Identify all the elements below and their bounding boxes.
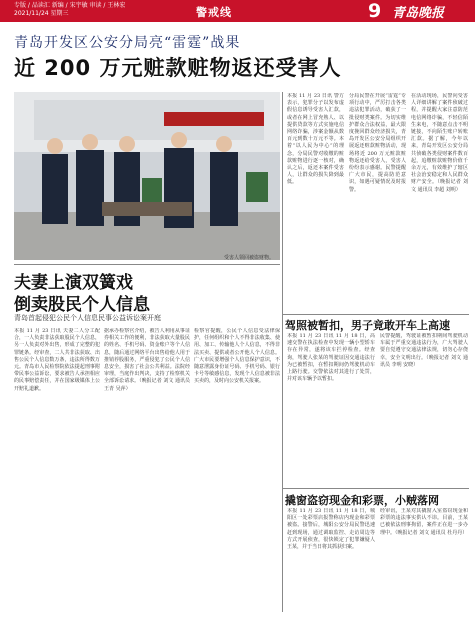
lead-photo: [14, 92, 280, 260]
story3-headline: 驾照被暂扣，男子竟敢开车上高速: [285, 319, 450, 332]
divider: [283, 488, 469, 489]
story4-headline: 撬窗盗窃现金和彩票，小贼落网: [285, 494, 439, 507]
story2-headline-line1: 夫妻上演双簧戏: [14, 273, 133, 293]
lead-column-3: 在活动现场，民警向受害人详细讲解了案件侦破过程，并提醒大家注意防范电信网络诈骗，不轻信陌生来电，不随意点击不明链接，不向陌生账户转账汇款。据了解，今年以来，青岛开发区公安分局共侦破各类侵财案件数百起，追缴赃款赃物价值千余万元，有效维护了辖区社会治安稳定和人民群众财产安全。（晚报记者 刘文 通讯员 李超 刘明）: [411, 93, 468, 193]
page-header-bar: [0, 0, 475, 22]
story2-subheadline: 青岛首起侵犯公民个人信息民事公益诉讼案开庭: [14, 314, 161, 322]
column-divider: [282, 92, 283, 612]
lead-headline: 近 200 万元赃款赃物返还受害人: [14, 56, 342, 80]
story2-column-2: 据承办检察官介绍，被告人利用从事证券相关工作的便利，非法获取大量股民的姓名、手机号码、资金账户等个人信息，随后通过网络平台出售给他人用于推销荐股服务，严重侵犯了公民个人信息安全，损害了社会公共利益。法院经审理，当庭作出判决，支持了检察机关全部诉讼请求。（晚报记者 刘文 通讯员 王青 吴萍）: [104, 328, 190, 392]
photo-illustration: [14, 92, 280, 260]
lead-column-1: 本报 11 月 23 日讯 警方表示，犯罪分子以发布虚假信息诱导受害人汇款，或者在网上冒充熟人、以提供贷款等方式实施电信网络诈骗，涉案金额从数百元到数十万元不等。本着“以人民为中心”的理念，分局民警对收缴的赃款赃物进行逐一核对，确认之后，返还本案件受害人，让群众的损失降到最低。: [287, 93, 344, 186]
story4-column-1: 本报 11 月 23 日讯 11 月 18 日，城阳区一处彩票店报警称店内现金和彩票被盗。接警后，城阳公安分局民警迅速赶到现场，通过调取监控、走访周边等方式开展侦查，很快锁定了犯罪嫌疑人王某，并于当日将其抓获归案。: [287, 508, 375, 551]
lead-column-2: 分局民警在开展“雷霆”专项行动中，严厉打击各类违法犯罪活动，破获了一批侵财类案件。为切实维护群众合法权益，最大限度挽回群众经济损失，青岛开发区公安分局组织开展返还赃款赃物活动，现场将近 200 万元赃款赃物返还给受害人，受害人纷纷表示感谢。民警提醒广大市民，提高防范意识，如遇可疑情况及时报警。: [349, 93, 406, 193]
newspaper-logo: 青岛晚报: [392, 6, 445, 21]
story2-column-3: 检察官提醒，公民个人信息受法律保护，任何组织和个人不得非法收集、使用、加工、传输他人个人信息，不得非法买卖、提供或者公开他人个人信息。广大市民要增强个人信息保护意识，不随意泄露身份证号码、手机号码、银行卡号等敏感信息，发现个人信息被非法买卖的，及时向公安机关报案。: [194, 328, 280, 385]
divider: [283, 314, 469, 315]
story3-column-1: 本报 11 月 23 日讯 11 月 18 日，高速交警在执法检查中发现一辆小型轿车存在异常，遂将该车拦停检查。经查询，驾驶人张某的驾驶证因交通违法行为已被暂扣，在暂扣期间仍驾驶机动车上路行驶。交警依法对其进行了处罚，并对该车辆予以暂扣。: [287, 333, 375, 383]
story4-column-2: 经审讯，王某对其撬窗入室盗窃现金和彩票的违法事实供认不讳。目前，王某已被依法刑事拘留，案件正在进一步办理中。（晚报记者 刘文 通讯员 杜丹丹）: [380, 508, 468, 536]
issue-date: 2021/11/24 星期三: [14, 10, 69, 17]
editor-credits: 专版 / 品读汇 新编 / 宋宇敏 审读 / 王林宏: [14, 2, 126, 9]
photo-caption: 受害人领回被盗财物。: [223, 255, 274, 260]
story2-column-1: 本报 11 月 23 日讯 夫妻二人分工配合，一人负责非法获取股民个人信息，另一人负责对外出售，形成了完整的犯罪链条。经审查，二人共非法获取、出售公民个人信息数万条，违法所得数万元。青岛市人民检察院依法提起刑事附带民事公益诉讼，要求被告人承担相应的民事赔偿责任，并在国家级媒体上公开赔礼道歉。: [14, 328, 100, 392]
section-title: 警戒线: [196, 6, 232, 19]
lead-kicker: 青岛开发区公安分局亮“雷霆”战果: [14, 35, 241, 51]
page-number: 9: [368, 0, 382, 22]
page-meta: [14, 2, 125, 18]
divider: [14, 264, 280, 265]
story3-column-2: 民警提醒，驾驶证被暂扣期间驾驶机动车属于严重交通违法行为，广大驾驶人要自觉遵守交通法律法规，切勿心存侥幸，安全文明出行。（晚报记者 刘文 通讯员 李明 安晓）: [380, 333, 468, 368]
story2-headline-line2: 倒卖股民个人信息: [14, 295, 150, 315]
